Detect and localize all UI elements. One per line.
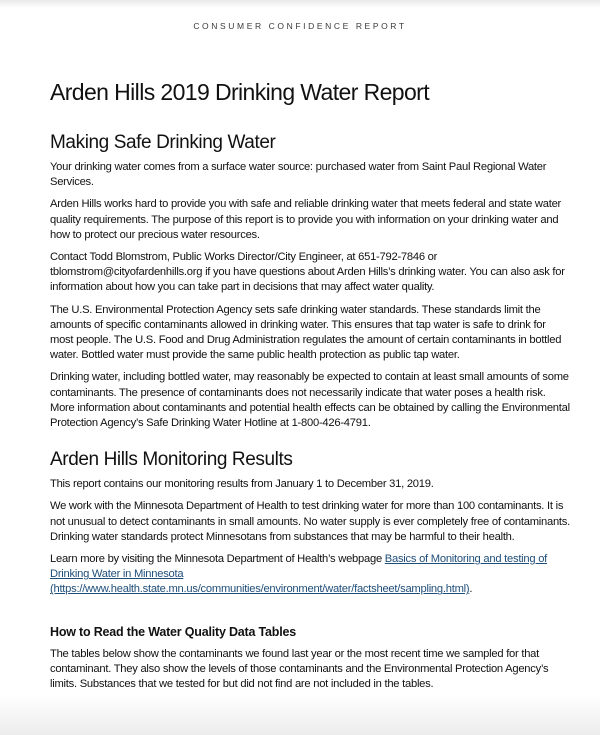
paragraph-tables-explanation: The tables below show the contaminants we found last year or the most recent time we sampled for that contaminant. They also show the levels of those contaminants and the Environmental Protection Agency’s limits. Substances that we tested for but did not find are not included in the tables.	[50, 647, 549, 691]
paragraph-monitoring-period: This report contains our monitoring results from January 1 to December 31, 2019.	[50, 478, 434, 491]
page-bottom-shadow	[0, 695, 600, 735]
mdh-sampling-link[interactable]: Basics of Monitoring and testing of Drinking Water in Minnesota (https://www.health.state.mn.us/communities/environment/water/factsheet/sampling.html)	[50, 553, 548, 596]
paragraph-learn-more	[50, 552, 570, 598]
page-top-shadow	[0, 0, 600, 8]
running-header: CONSUMER CONFIDENCE REPORT	[193, 21, 407, 31]
learn-more-prefix: Learn more by visiting the Minnesota Department of Health’s webpage	[50, 553, 385, 566]
paragraph-contact: Contact Todd Blomstrom, Public Works Director/City Engineer, at 651-792-7846 or tblomstrom@cityofardenhills.org if you have questions about Arden Hills’s drinking water. You can also ask for information about how you can take part in decisions that may affect water quality.	[50, 251, 565, 294]
paragraph-commitment: Arden Hills works hard to provide you with safe and reliable drinking water that meets federal and state water quality requirements. The purpose of this report is to provide you with information on your drinking water and how to protect our precious water resources.	[50, 198, 562, 241]
document-body	[50, 78, 570, 692]
section-heading-how-to-read: How to Read the Water Quality Data Tables	[50, 624, 297, 639]
learn-more-suffix: .	[469, 583, 473, 596]
paragraph-contaminants-info: Drinking water, including bottled water, may reasonably be expected to contain at least small amounts of some contaminants. The presence of contaminants does not necessarily indicate that water poses a health risk. More information about contaminants and potential health effects can be obtained by calling the Environmental Protection Agency’s Safe Drinking Water Hotline at 1-800-426-4791.	[50, 371, 570, 430]
paragraph-epa-standards: The U.S. Environmental Protection Agency sets safe drinking water standards. These standards limit the amounts of specific contaminants allowed in drinking water. This ensures that tap water is safe to drink for most people. The U.S. Food and Drug Administration regulates the amount of certain contaminants in bottled water. Bottled water must provide the same public health protection as public tap water.	[50, 303, 562, 362]
section-heading-monitoring-results: Arden Hills Monitoring Results	[50, 449, 293, 471]
document-title: Arden Hills 2019 Drinking Water Report	[50, 79, 430, 105]
section-heading-making-safe-water: Making Safe Drinking Water	[50, 132, 276, 153]
paragraph-testing: We work with the Minnesota Department of Health to test drinking water for more than 100 contaminants. It is not unusual to detect contaminants in small amounts. No water supply is ever completely free of contaminants. Drinking water standards protect Minnesotans from substances that may be harmful to their health.	[50, 500, 570, 543]
paragraph-water-source: Your drinking water comes from a surface water source: purchased water from Saint Paul Regional Water Services.	[50, 161, 547, 189]
